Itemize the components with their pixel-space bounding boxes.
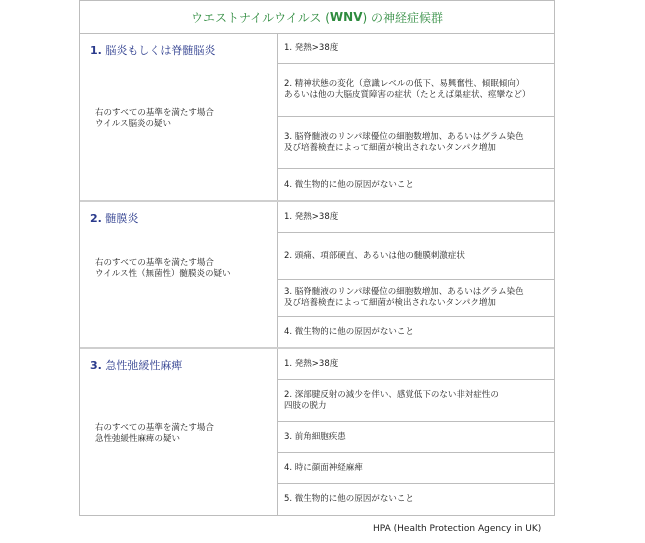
description-line-2: 急性弛緩性麻痺の疑い xyxy=(95,434,181,444)
criterion-row xyxy=(278,422,554,453)
criterion-line-2: 四肢の脱力 xyxy=(284,400,327,411)
criterion-row xyxy=(278,202,554,233)
criterion-line-1: 3. 脳脊髄液のリンパ球優位の細胞数増加、あるいはグラム染色 xyxy=(284,287,524,297)
criterion-line-1: 1. 発熱>38度 xyxy=(284,211,339,222)
criteria-list xyxy=(278,349,554,515)
criterion-line-1: 4. 時に顔面神経麻痺 xyxy=(284,462,363,473)
title-abbr: WNV xyxy=(329,10,363,24)
description-line-1: 右のすべての基準を満たす場合 xyxy=(95,258,214,268)
criterion-line-1: 2. 深部腱反射の減少を伴い、感覚低下のない非対症性の xyxy=(284,389,499,400)
section-number: 2. xyxy=(90,212,102,225)
title-prefix: ウエストナイルウイルス ( xyxy=(190,10,330,25)
section-description xyxy=(95,108,214,130)
criterion-row xyxy=(278,233,554,280)
section-encephalitis xyxy=(80,34,554,201)
section-meningitis xyxy=(80,202,554,348)
section-number: 1. xyxy=(90,44,102,57)
source-credit: HPA (Health Protection Agency in UK) xyxy=(373,524,542,534)
table-title xyxy=(80,1,554,34)
section-left-cell xyxy=(80,34,278,201)
section-title xyxy=(90,210,138,226)
description-line-2: ウイルス性（無菌性）髄膜炎の疑い xyxy=(95,269,231,279)
criterion-row xyxy=(278,64,554,117)
section-name: 髄膜炎 xyxy=(105,212,139,225)
criterion-line-1: 2. 頭痛、項部硬直、あるいは他の髄膜刺激症状 xyxy=(284,250,465,261)
section-title xyxy=(90,42,215,58)
section-left-cell xyxy=(80,202,278,348)
title-suffix: ) の神経症候群 xyxy=(362,10,443,25)
criterion-row xyxy=(278,169,554,201)
description-line-2: ウイルス脳炎の疑い xyxy=(95,119,171,129)
section-name: 脳炎もしくは脊髄脳炎 xyxy=(105,44,216,57)
criterion-line-1: 1. 発熱>38度 xyxy=(284,43,339,53)
criterion-line-1: 2. 精神状態の変化（意識レベルの低下、易興奮性、傾眠傾向） xyxy=(284,79,525,89)
section-description xyxy=(95,423,214,445)
criterion-line-1: 5. 微生物的に他の原因がないこと xyxy=(284,494,414,504)
criterion-row xyxy=(278,380,554,422)
section-description xyxy=(95,258,231,280)
criterion-line-2: 及び培養検査によって細菌が検出されないタンパク増加 xyxy=(284,142,496,153)
criterion-line-2: あるいは他の大脳皮質障害の症状（たとえば巣症状、痙攣など） xyxy=(284,90,531,100)
section-number: 3. xyxy=(90,359,102,372)
criterion-row xyxy=(278,317,554,348)
criterion-line-1: 4. 微生物的に他の原因がないこと xyxy=(284,327,414,337)
section-title xyxy=(90,357,182,373)
criterion-line-1: 3. 前角細胞疾患 xyxy=(284,431,346,442)
description-line-1: 右のすべての基準を満たす場合 xyxy=(95,108,214,118)
criterion-line-1: 4. 微生物的に他の原因がないこと xyxy=(284,179,414,190)
criterion-row xyxy=(278,484,554,515)
criterion-line-1: 1. 発熱>38度 xyxy=(284,358,339,369)
criteria-table xyxy=(79,0,555,516)
criteria-list xyxy=(278,202,554,348)
criterion-line-2: 及び培養検査によって細菌が検出されないタンパク増加 xyxy=(284,298,496,308)
criterion-row xyxy=(278,117,554,169)
criterion-line-1: 3. 脳脊髄液のリンパ球優位の細胞数増加、あるいはグラム染色 xyxy=(284,131,524,142)
section-left-cell xyxy=(80,349,278,515)
criteria-list xyxy=(278,34,554,201)
criterion-row xyxy=(278,34,554,64)
criterion-row xyxy=(278,453,554,484)
description-line-1: 右のすべての基準を満たす場合 xyxy=(95,423,214,433)
section-name: 急性弛緩性麻痺 xyxy=(105,359,183,372)
criterion-row xyxy=(278,349,554,380)
criterion-row xyxy=(278,280,554,317)
section-flaccid-paralysis xyxy=(80,349,554,515)
